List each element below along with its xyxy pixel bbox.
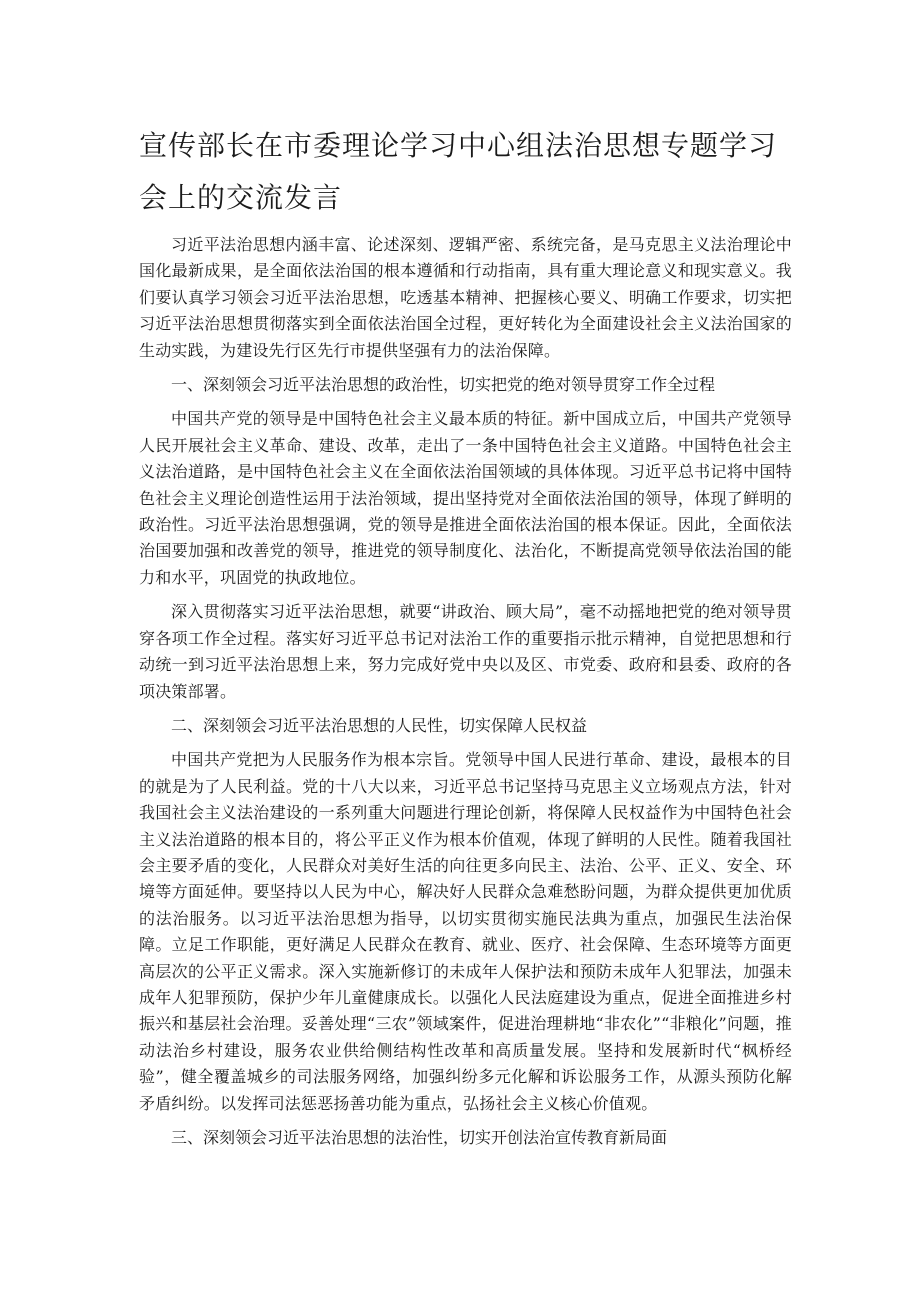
title-line-1: 宣传部长在市委理论学习中心组法治思想专题学习 — [139, 129, 778, 162]
title-line-2: 会上的交流发言 — [139, 181, 343, 214]
section-heading-1: 一、深刻领会习近平法治思想的政治性，切实把党的绝对领导贯穿工作全过程 — [171, 375, 716, 395]
section-1-paragraph-1: 中国共产党的领导是中国特色社会主义最本质的特征。新中国成立后，中国共产党领导人民开展社会主义革命、建设、改革，走出了一条中国特色社会主义道路。中国特色社会主义法治道路，是中国特色社会主义在全面依法治国领域的具体体现。习近平总书记将中国特色社会主义理论创造性运用于法治领域，提出坚持党对全面依法治国的领导，体现了鲜明的政治性。习近平法治思想强调，党的领导是推进全面依法治国的根本保证。因此，全面依法治国要加强和改善党的领导，推进党的领导制度化、法治化，不断提高党领导依法治国的能力和水平，巩固党的执政地位。 — [139, 409, 792, 587]
section-2-paragraph-1: 中国共产党把为人民服务作为根本宗旨。党领导中国人民进行革命、建设，最根本的目的就是为了人民利益。党的十八大以来，习近平总书记坚持马克思主义立场观点方法，针对我国社会主义法治建设的一系列重大问题进行理论创新，将保障人民权益作为中国特色社会主义法治道路的根本目的，将公平正义作为根本价值观，体现了鲜明的人民性。随着我国社会主要矛盾的变化，人民群众对美好生活的向往更多向民主、法治、公平、正义、安全、环境等方面延伸。要坚持以人民为中心，解决好人民群众急难愁盼问题，为群众提供更加优质的法治服务。以习近平法治思想为指导，以切实贯彻实施民法典为重点，加强民生法治保障。立足工作职能，更好满足人民群众在教育、就业、医疗、社会保障、生态环境等方面更高层次的公平正义需求。深入实施新修订的未成年人保护法和预防未成年人犯罪法，加强未成年人犯罪预防，保护少年儿童健康成长。以强化人民法庭建设为重点，促进全面推进乡村振兴和基层社会治理。妥善处理“三农”领域案件，促进治理耕地“非农化”“非粮化”问题，推动法治乡村建设，服务农业供给侧结构性改革和高质量发展。坚持和发展新时代“枫桥经验”，健全覆盖城乡的司法服务网络，加强纠纷多元化解和诉讼服务工作，从源头预防化解矛盾纠纷。以发挥司法惩恶扬善功能为重点，弘扬社会主义核心价值观。 — [139, 750, 792, 1113]
intro-paragraph: 习近平法治思想内涵丰富、论述深刻、逻辑严密、系统完备，是马克思主义法治理论中国化最新成果，是全面依法治国的根本遵循和行动指南，具有重大理论意义和现实意义。我们要认真学习领会习近平法治思想，吃透基本精神、把握核心要义、明确工作要求，切实把习近平法治思想贯彻落实到全面依法治国全过程，更好转化为全面建设社会主义法治国家的生动实践，为建设先行区先行市提供坚强有力的法治保障。 — [139, 235, 792, 360]
document-body — [139, 232, 792, 1159]
section-heading-3: 三、深刻领会习近平法治思想的法治性，切实开创法治宣传教育新局面 — [171, 1128, 668, 1147]
section-1-paragraph-2: 深入贯彻落实习近平法治思想，就要“讲政治、顾大局”，毫不动摇地把党的绝对领导贯穿各项工作全过程。落实好习近平总书记对法治工作的重要指示批示精神，自觉把思想和行动统一到习近平法治思想上来，努力完成好党中央以及区、市党委、政府和县委、政府的各项决策部署。 — [139, 602, 792, 701]
section-heading-2: 二、深刻领会习近平法治思想的人民性，切实保障人民权益 — [171, 715, 588, 735]
document-title — [139, 120, 799, 224]
